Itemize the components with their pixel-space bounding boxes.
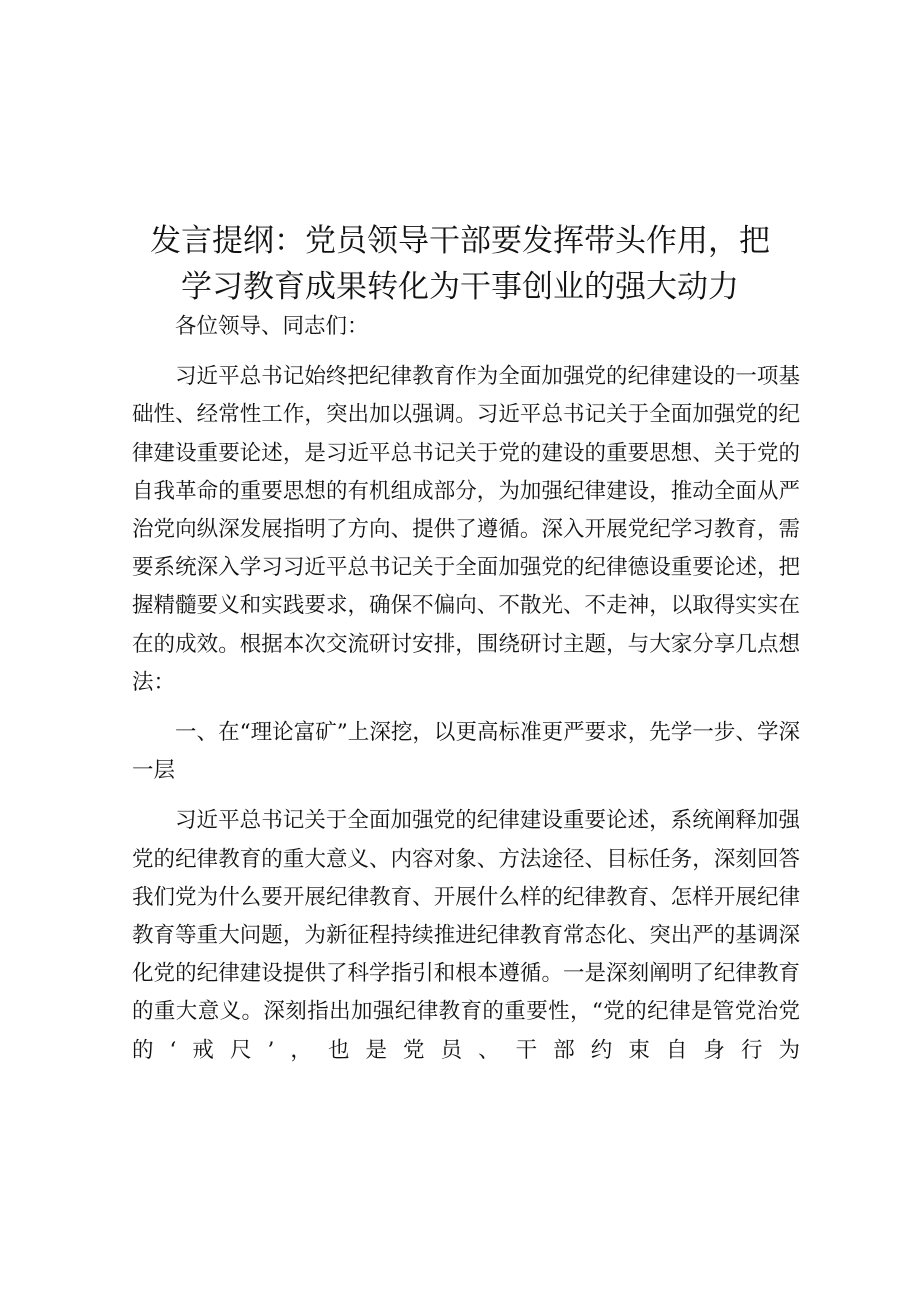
document-body	[132, 308, 800, 1082]
title-line-2: 学习教育成果转化为干事创业的强大动力	[181, 269, 739, 305]
paragraph-section-1: 习近平总书记关于全面加强党的纪律建设重要论述，系统阐释加强党的纪律教育的重大意义、内容对象、方法途径、目标任务，深刻回答我们党为什么要开展纪律教育、开展什么样的纪律教育、怎样开展纪律教育等重大问题，为新征程持续推进纪律教育常态化、突出严的基调深化党的纪律建设提供了科学指引和根本遵循。一是深刻阐明了纪律教育的重大意义。深刻指出加强纪律教育的重要性，“党的纪律是管党治党的‘戒尺’，也是党员、干部约束自身行为	[132, 808, 800, 1063]
paragraph-intro: 习近平总书记始终把纪律教育作为全面加强党的纪律建设的一项基础性、经常性工作，突出加以强调。习近平总书记关于全面加强党的纪律建设重要论述，是习近平总书记关于党的建设的重要思想、关于党的自我革命的重要思想的有机组成部分，为加强纪律建设，推动全面从严治党向纵深发展指明了方向、提供了遵循。深入开展党纪学习教育，需要系统深入学习习近平总书记关于全面加强党的纪律德设重要论述，把握精髓要义和实践要求，确保不偏向、不散光、不走神，以取得实实在在的成效。根据本次交流研讨安排，围绕研讨主题，与大家分享几点想法：	[132, 364, 800, 695]
document-title	[120, 218, 800, 310]
section-heading-1: 一、在“理论富矿”上深挖，以更高标准更严要求，先学一步、学深一层	[132, 720, 800, 784]
greeting: 各位领导、同志们：	[175, 314, 369, 339]
title-line-1: 发言提纲：党员领导干部要发挥带头作用，把	[150, 223, 770, 259]
